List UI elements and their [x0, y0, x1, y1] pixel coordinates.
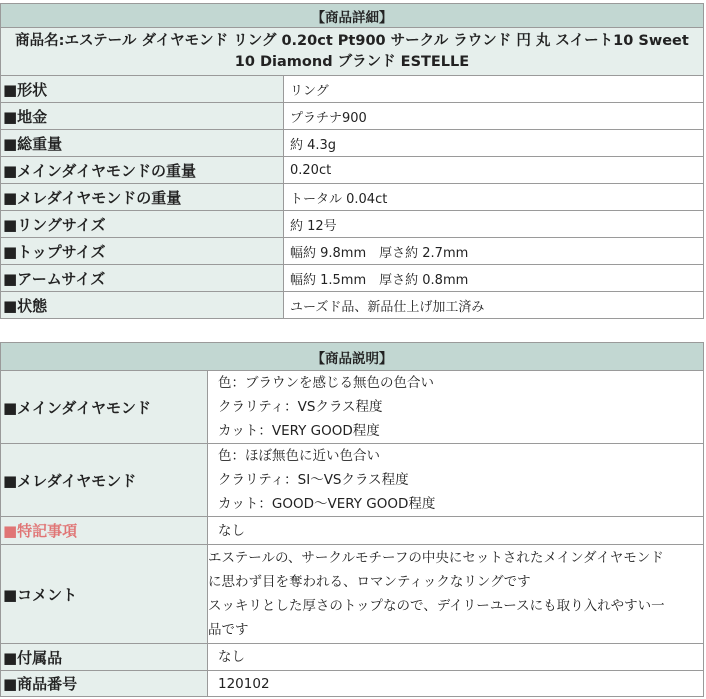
arm-size-value: 幅約 1.5mm 厚さ約 0.8mm [284, 265, 704, 292]
accessories-label: ■付属品 [1, 644, 208, 671]
main-diamond-weight-value: 0.20ct [284, 157, 704, 184]
ring-size-label: ■リングサイズ [1, 211, 284, 238]
shape-value: リング [284, 76, 704, 103]
main-diamond-details [208, 371, 704, 444]
ring-size-value: 約 12号 [284, 211, 704, 238]
comment-line-1: エステールの、サークルモチーフの中央にセットされたメインダイヤモンド [208, 550, 664, 566]
main-diamond-clarity: クラリティ：VSクラス程度 [218, 399, 383, 415]
condition-value: ユーズド品、新品仕上げ加工済み [284, 292, 704, 319]
details-header: 【商品詳細】 [1, 4, 704, 28]
product-number-label: ■商品番号 [1, 671, 208, 697]
melee-diamond-label: ■メレダイヤモンド [1, 444, 208, 517]
product-description-table [0, 342, 704, 697]
comment-line-4: 品です [208, 622, 249, 638]
melee-diamond-details [208, 444, 704, 517]
main-diamond-color: 色：ブラウンを感じる無色の色合い [218, 375, 434, 391]
melee-diamond-weight-label: ■メレダイヤモンドの重量 [1, 184, 284, 211]
condition-label: ■状態 [1, 292, 284, 319]
special-notes-value: なし [208, 517, 704, 545]
description-header: 【商品説明】 [1, 343, 704, 371]
main-diamond-label: ■メインダイヤモンド [1, 371, 208, 444]
total-weight-value: 約 4.3g [284, 130, 704, 157]
product-name: 商品名:エステール ダイヤモンド リング 0.20ct Pt900 サークル ラウンド 円 丸 スイート10 Sweet 10 Diamond ブランド ESTELLE [1, 28, 704, 76]
main-diamond-weight-label: ■メインダイヤモンドの重量 [1, 157, 284, 184]
melee-diamond-color: 色：ほぼ無色に近い色合い [218, 448, 380, 464]
melee-diamond-clarity: クラリティ：SI～VSクラス程度 [218, 472, 409, 488]
top-size-label: ■トップサイズ [1, 238, 284, 265]
arm-size-label: ■アームサイズ [1, 265, 284, 292]
total-weight-label: ■総重量 [1, 130, 284, 157]
melee-diamond-weight-value: トータル 0.04ct [284, 184, 704, 211]
main-diamond-cut: カット：VERY GOOD程度 [218, 423, 380, 439]
comment-line-2: に思わず目を奪われる、ロマンティックなリングです [208, 574, 531, 590]
comment-text [208, 545, 704, 644]
comment-line-3: スッキリとした厚さのトップなので、デイリーユースにも取り入れやすい一 [208, 598, 665, 614]
shape-label: ■形状 [1, 76, 284, 103]
product-number-value: 120102 [208, 671, 704, 697]
accessories-value: なし [208, 644, 704, 671]
top-size-value: 幅約 9.8mm 厚さ約 2.7mm [284, 238, 704, 265]
special-notes-label: ■特記事項 [1, 517, 208, 545]
product-details-table [0, 3, 704, 319]
metal-label: ■地金 [1, 103, 284, 130]
metal-value: プラチナ900 [284, 103, 704, 130]
comment-label: ■コメント [1, 545, 208, 644]
melee-diamond-cut: カット：GOOD～VERY GOOD程度 [218, 496, 436, 512]
